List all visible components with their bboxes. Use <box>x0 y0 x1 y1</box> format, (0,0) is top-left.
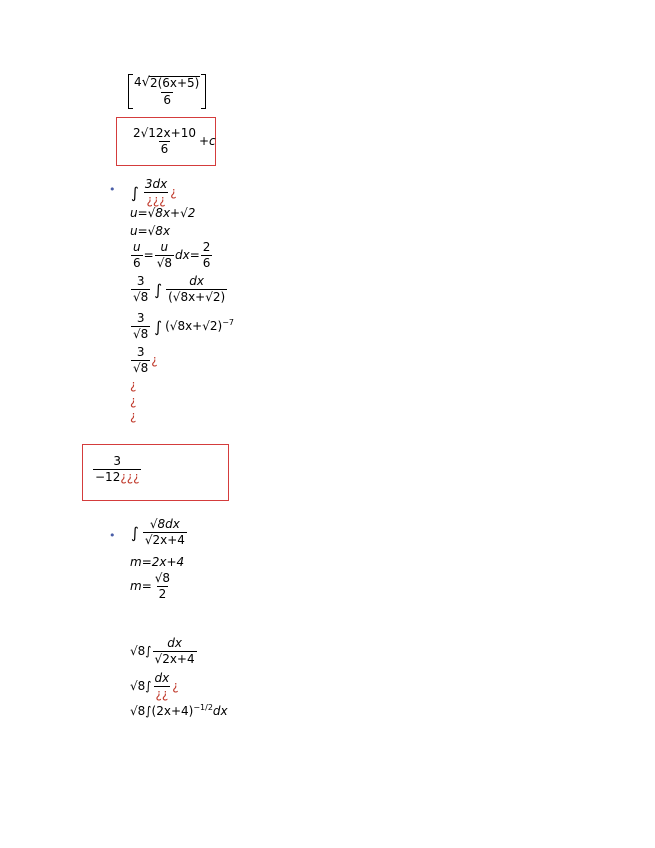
problem1-line-u2: u=√8x <box>130 224 171 238</box>
problem1-line-7: ¿ <box>130 378 137 392</box>
bullet-icon-2: • <box>109 529 116 542</box>
result1-expression <box>130 127 216 156</box>
problem1-int-denominator: ¿¿¿ <box>146 193 166 208</box>
problem1-integral: ∫ $\frac{3dx}{¿¿¿}$ ¿ <box>131 177 177 208</box>
step1-fraction: 4 √ 2(6x+5) 6 <box>134 75 200 107</box>
problem1-line-8: ¿ <box>130 394 137 408</box>
problem1-line-4: $\frac{3}{√8}$ ∫ $\frac{dx}{(√8x+√2)}$ <box>133 274 226 305</box>
problem1-line-u1: u=√8x+√2 <box>130 206 196 220</box>
bullet-icon: • <box>109 183 116 196</box>
problem2-line-m1: m=2x+4 <box>130 555 185 569</box>
problem1-line-9: ¿ <box>130 409 137 423</box>
problem1-int-numerator: 3dx <box>144 177 168 191</box>
problem2-step-2: √8∫ $\frac{dx}{¿¿}$ ¿ <box>130 671 179 702</box>
problem2-step-3: $√8\int(2x+4)^{-1/2}dx$ <box>130 703 228 718</box>
result1-numerator: 2√12x+10 <box>133 126 196 140</box>
bracket-group <box>128 74 206 109</box>
result2-expression <box>92 455 142 484</box>
result2-denominator: −12¿¿¿ <box>95 470 140 485</box>
problem1-line-5: $\frac{3}{√8}$ ∫ $(√8x+√2)^{-7}$ <box>133 311 234 342</box>
step1-coefficient: 4 <box>134 75 142 89</box>
problem2-integral: ∫ $\frac{√8dx}{√2x+4}$ <box>131 517 185 548</box>
problem2-line-m2: m= $\frac{√8}{2}$ <box>130 571 171 602</box>
problem1-line-3: $\frac{u}{6}$ = $\frac{u}{√8}$ dx= $\frac{2}{6}$ <box>133 240 211 271</box>
step1-denominator: 6 <box>163 92 171 107</box>
step1-radicand: 2(6x+5) <box>149 76 200 90</box>
integral-sign-icon: ∫ <box>131 183 139 202</box>
result1-constant: +c <box>198 134 216 149</box>
result2-numerator: 3 <box>113 454 122 468</box>
step1-expression <box>128 74 206 109</box>
problem1-line-6: $\frac{3}{√8}$ ¿ <box>133 345 158 376</box>
result1-denominator: 6 <box>160 142 169 157</box>
problem2-step-1: √8∫ $\frac{dx}{√2x+4}$ <box>130 636 195 667</box>
